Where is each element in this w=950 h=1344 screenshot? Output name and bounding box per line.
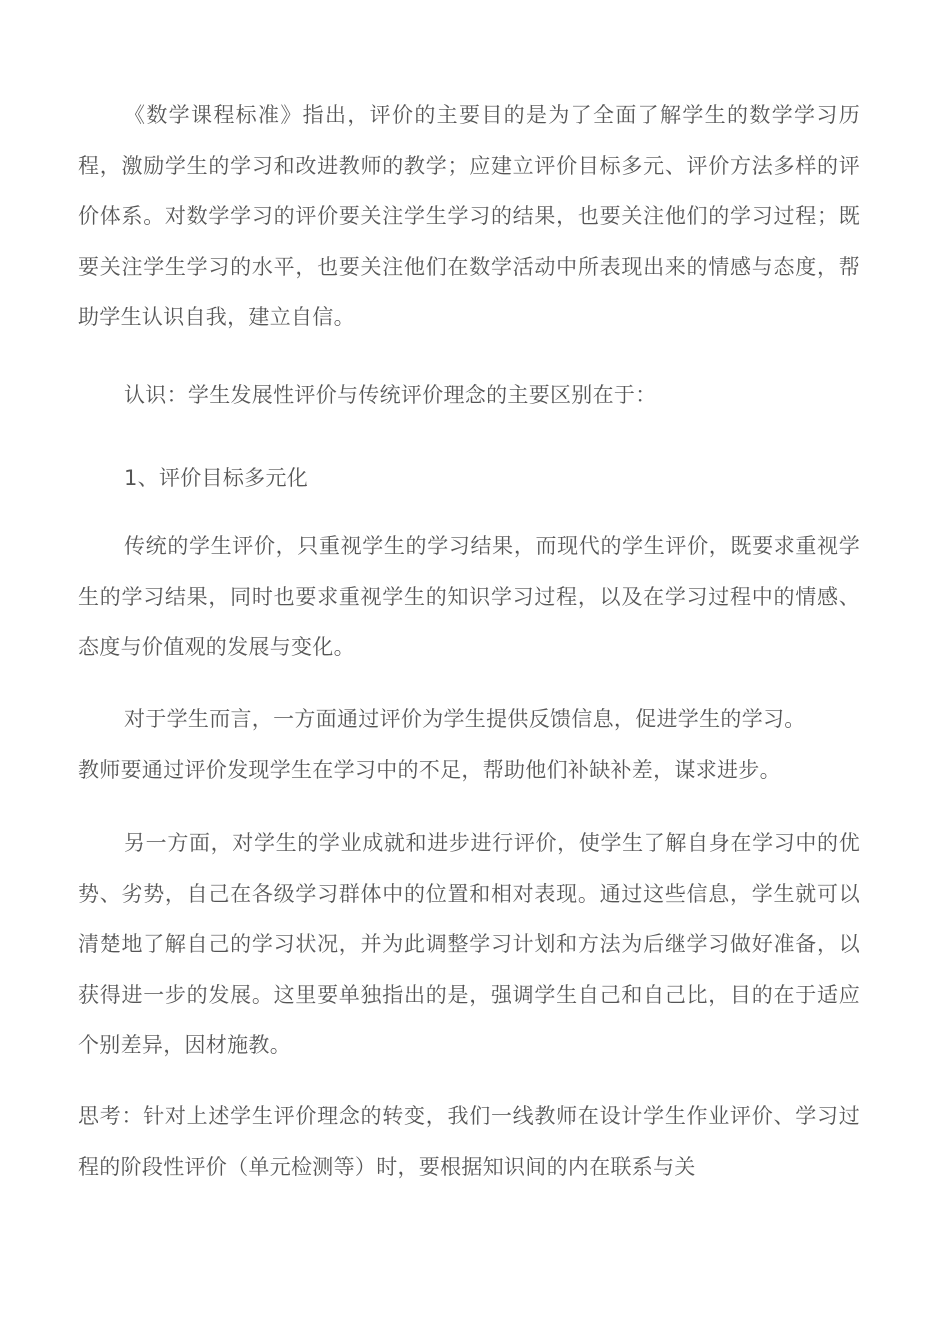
paragraph-for-students [78,694,860,795]
heading-evaluation-goals: 1、评价目标多元化 [124,466,309,490]
paragraph-understanding: 认识：学生发展性评价与传统评价理念的主要区别在于： [124,383,657,407]
paragraph-for-students-line-1: 对于学生而言，一方面通过评价为学生提供反馈信息，促进学生的学习。 [124,707,806,731]
paragraph-curriculum-standard: 《数学课程标准》指出，评价的主要目的是为了全面了解学生的数学学习历程，激励学生的学习和改进教师的教学；应建立评价目标多元、评价方法多样的评价体系。对数学学习的评价要关注学生学习的结果，也要关注他们的学习过程；既要关注学生学习的水平，也要关注他们在数学活动中所表现出来的情感与态度，帮助学生认识自我，建立自信。 [78,103,860,329]
paragraph-reflection: 思考：针对上述学生评价理念的转变，我们一线教师在设计学生作业评价、学习过程的阶段性评价（单元检测等）时，要根据知识间的内在联系与关 [78,1104,860,1179]
paragraph-for-students-line-2: 教师要通过评价发现学生在学习中的不足，帮助他们补缺补差，谋求进步。 [78,757,781,782]
paragraph-traditional-evaluation: 传统的学生评价，只重视学生的学习结果，而现代的学生评价，既要求重视学生的学习结果，同时也要求重视学生的知识学习过程，以及在学习过程中的情感、态度与价值观的发展与变化。 [78,534,860,659]
paragraph-other-aspect: 另一方面，对学生的学业成就和进步进行评价，使学生了解自身在学习中的优势、劣势，自己在各级学习群体中的位置和相对表现。通过这些信息，学生就可以清楚地了解自己的学习状况，并为此调整学习计划和方法为后继学习做好准备，以获得进一步的发展。这里要单独指出的是，强调学生自己和自己比，目的在于适应个别差异，因材施教。 [78,831,860,1057]
